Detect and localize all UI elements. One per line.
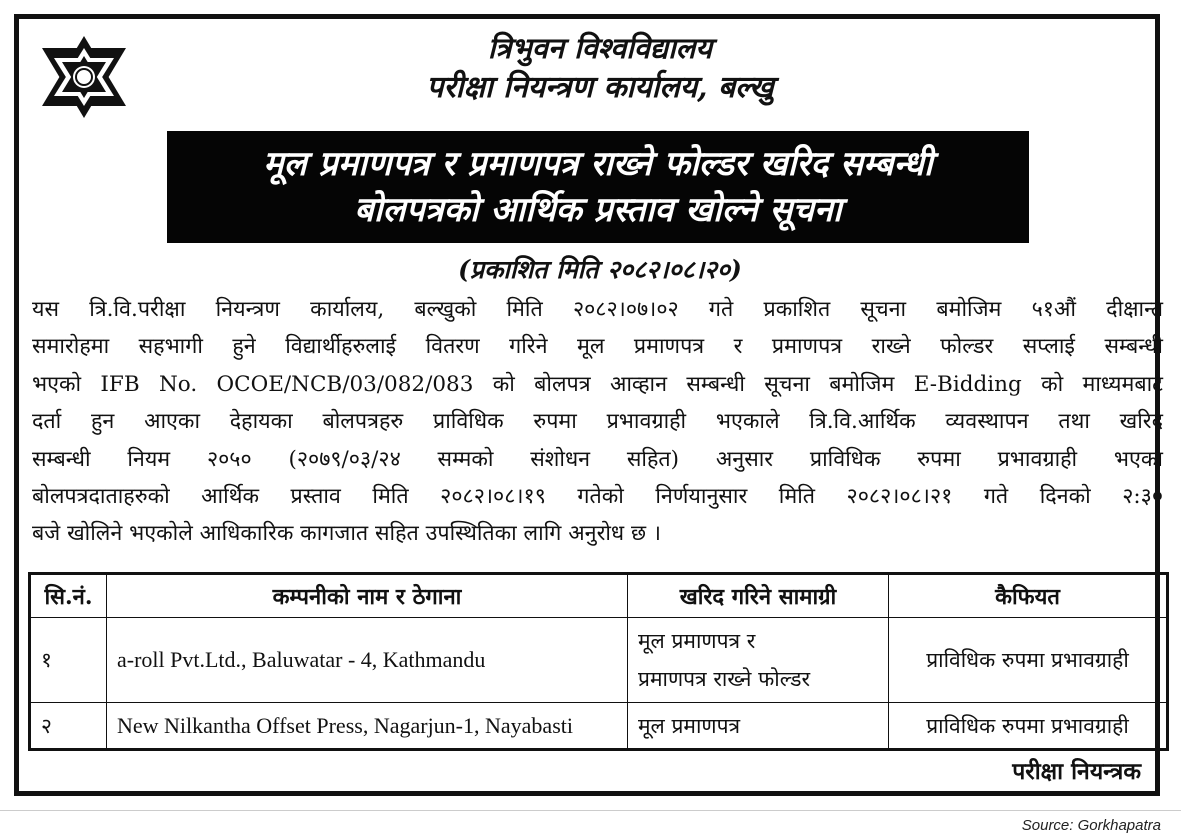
divider [0,810,1181,811]
university-name: त्रिभुवन विश्वविद्यालय [487,31,713,65]
body-line: भएको IFB No. OCOE/NCB/03/082/083 को बोलपत्र आव्हान सम्बन्धी सूचना बमोजिम E-Bidding को माध्यमबाट [32,371,1163,397]
published-date: (प्रकाशित मिति २०८२।०८।२०) [458,255,742,284]
office-name: परीक्षा नियन्त्रण कार्यालय, बल्खु [426,70,774,105]
cell-item: मूल प्रमाणपत्र [628,703,889,750]
body-line: सम्बन्धी नियम २०५० (२०७९/०३/२४ सम्मको संशोधन सहित) अनुसार प्राविधिक रुपमा प्रभावग्राही भएका [32,446,1163,472]
body-line: दर्ता हुन आएका देहायका बोलपत्रहरु प्राविधिक रुपमा प्रभावग्राही भएकाले त्रि.वि.आर्थिक व्यवस्थापन तथा खरिद [32,409,1163,435]
cell-sn: २ [30,703,107,750]
cell-company: a-roll Pvt.Ltd., Baluwatar - 4, Kathmandu [107,618,628,703]
banner-line-1: मूल प्रमाणपत्र र प्रमाणपत्र राख्ने फोल्डर खरिद सम्बन्धी [263,144,933,184]
header-remark: कैफियत [889,574,1168,618]
source-credit: Source: Gorkhapatra [1021,817,1161,834]
signatory-title: परीक्षा नियन्त्रक [1012,758,1141,785]
notice-body [32,291,1163,553]
cell-company: New Nilkantha Offset Press, Nagarjun-1, Nayabasti [107,703,628,750]
body-line: समारोहमा सहभागी हुने विद्यार्थीहरुलाई वितरण गरिने मूल प्रमाणपत्र र प्रमाणपत्र राख्ने फोल्डर सप्लाई सम्बन्धी [32,334,1163,360]
cell-remark: प्राविधिक रुपमा प्रभावग्राही [889,703,1168,750]
table-row [30,618,1168,703]
cell-remark: प्राविधिक रुपमा प्रभावग्राही [889,618,1168,703]
item-line: मूल प्रमाणपत्र र [638,629,756,653]
university-logo [38,34,130,120]
bidders-table [28,572,1169,751]
header-company: कम्पनीको नाम र ठेगाना [107,574,628,618]
header [300,28,900,108]
body-line: बोलपत्रदाताहरुको आर्थिक प्रस्ताव मिति २०८२।०८।१९ गतेको निर्णयानुसार मिति २०८२।०८।२१ गते दिनको २:३० [32,484,1163,510]
banner-line-2: बोलपत्रको आर्थिक प्रस्ताव खोल्ने सूचना [354,190,842,230]
cell-item [628,618,889,703]
table-row [30,703,1168,750]
header-item: खरिद गरिने सामाग्री [628,574,889,618]
body-line: बजे खोलिने भएकोले आधिकारिक कागजात सहित उपस्थितिका लागि अनुरोध छ । [32,521,662,547]
notice-title-banner [167,131,1029,243]
cell-sn: १ [30,618,107,703]
header-sn: सि.नं. [30,574,107,618]
item-line: प्रमाणपत्र राख्ने फोल्डर [638,667,811,691]
table-header-row [30,574,1168,618]
body-line: यस त्रि.वि.परीक्षा नियन्त्रण कार्यालय, बल्खुको मिति २०८२।०७।०२ गते प्रकाशित सूचना बमोजिम ५१औं दीक्षान्त [32,297,1163,322]
